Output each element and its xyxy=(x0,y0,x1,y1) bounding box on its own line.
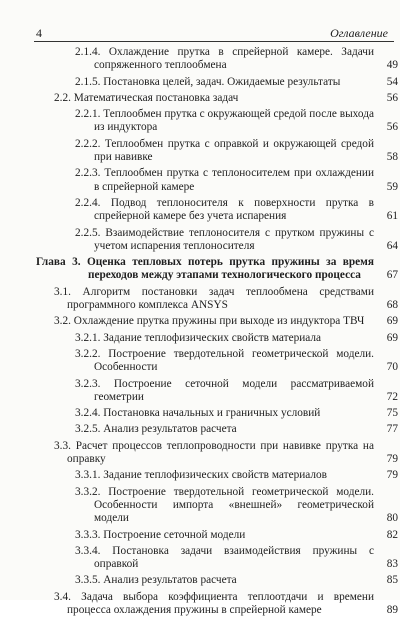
toc-entry-number: 2.2.3. xyxy=(75,167,101,180)
toc-entry-page: 58 xyxy=(386,151,398,164)
toc-entry-title: Теплообмен прутка с окружающей средой после выхода из индуктора xyxy=(94,108,374,134)
toc-entry-page: 82 xyxy=(386,528,398,541)
toc-entry-text xyxy=(75,332,321,344)
toc-entry-title: Оценка тепловых потерь прутка пружины за время переходов между этапами технологического процесса xyxy=(87,256,374,282)
toc-entry-text xyxy=(54,286,374,311)
toc-entry-text xyxy=(75,407,320,419)
toc-entry xyxy=(36,197,398,224)
toc-entry-number: 2.2. xyxy=(54,91,71,104)
toc-entry-page: 69 xyxy=(386,331,398,344)
toc-entry-page: 85 xyxy=(386,574,398,587)
toc-entry-title: Расчет процессов теплопроводности при навивке прутка на оправку xyxy=(67,439,374,466)
running-header xyxy=(0,0,400,44)
toc-entry-page: 83 xyxy=(386,558,398,571)
toc-entry-title: Построение сеточной модели xyxy=(103,528,246,541)
toc-entry-text xyxy=(75,486,374,525)
toc-entry-text xyxy=(75,46,374,71)
toc-entry-page: 69 xyxy=(386,315,398,328)
toc-entry-title: Задание теплофизических свойств материалов xyxy=(103,469,328,482)
toc-entry-page: 79 xyxy=(386,469,398,482)
toc-entry-page: 67 xyxy=(386,269,398,282)
toc-entry xyxy=(36,486,398,526)
toc-entry xyxy=(36,46,398,73)
toc-entry xyxy=(36,108,398,135)
toc-entry-text xyxy=(75,378,374,403)
toc-entry-number: 2.2.4. xyxy=(75,196,101,209)
toc-entry-page: 72 xyxy=(386,390,398,403)
toc-entry xyxy=(36,591,398,618)
toc-entry-number: 3.2.1. xyxy=(75,331,101,344)
toc-entry-number: Глава 3. xyxy=(36,256,81,269)
toc-entry-title: Задание теплофизических свойств материала xyxy=(103,331,322,344)
toc-entry xyxy=(36,256,398,283)
toc-entry-text xyxy=(75,76,340,88)
toc-entry-number: 3.3.1. xyxy=(75,469,101,482)
toc-entry xyxy=(36,286,398,313)
toc-entry-page: 49 xyxy=(386,59,398,72)
running-title: Оглавление xyxy=(330,26,388,40)
toc-entry-text xyxy=(75,423,237,435)
toc-entry-page: 89 xyxy=(386,603,398,616)
toc-entry-text xyxy=(54,591,374,616)
toc-entry-page: 56 xyxy=(386,91,398,104)
toc-entry-title: Теплообмен прутка с теплоносителем при охлаждении в спрейерной камере xyxy=(94,167,374,193)
toc-entry-title: Математическая постановка задач xyxy=(73,91,239,104)
toc-entry-number: 2.1.5. xyxy=(75,75,101,88)
toc-entry-title: Алгоритм постановки задач теплообмена средствами программного комплекса ANSYS xyxy=(67,285,374,312)
table-of-contents xyxy=(36,46,398,620)
toc-entry-page: 54 xyxy=(386,75,398,88)
toc-entry-number: 2.2.2. xyxy=(75,137,101,150)
toc-entry-number: 3.2.5. xyxy=(75,423,101,436)
toc-entry-page: 68 xyxy=(386,299,398,312)
toc-entry-text xyxy=(75,574,237,586)
toc-entry-title: Анализ результатов расчета xyxy=(103,423,237,436)
toc-entry xyxy=(36,348,398,375)
toc-entry-page: 80 xyxy=(386,512,398,525)
toc-entry xyxy=(36,332,398,345)
toc-entry xyxy=(36,76,398,89)
toc-entry-page: 64 xyxy=(386,239,398,252)
toc-entry-text xyxy=(75,529,245,541)
toc-entry-text xyxy=(75,197,374,222)
toc-entry-text xyxy=(75,138,374,163)
toc-entry-page: 56 xyxy=(386,121,398,134)
toc-entry-title: Постановка начальных и граничных условий xyxy=(103,407,321,420)
toc-entry-number: 2.1.4. xyxy=(75,46,101,58)
toc-entry-page: 59 xyxy=(386,180,398,193)
toc-entry-number: 3.2. xyxy=(54,315,71,328)
toc-entry-text xyxy=(75,227,374,252)
toc-entry xyxy=(36,423,398,436)
toc-entry xyxy=(36,529,398,542)
toc-entry-title: Постановка задачи взаимодействия пружины с оправкой xyxy=(94,544,374,571)
toc-entry xyxy=(36,167,398,194)
toc-entry xyxy=(36,440,398,467)
header-rule xyxy=(34,41,394,42)
toc-entry-number: 3.3.2. xyxy=(75,485,101,498)
toc-entry-number: 3.3. xyxy=(54,439,71,452)
toc-entry-text xyxy=(54,440,374,465)
toc-entry-title: Постановка целей, задач. Ожидаемые результаты xyxy=(103,75,341,88)
toc-entry-number: 3.2.3. xyxy=(75,377,101,390)
toc-entry-page: 75 xyxy=(386,407,398,420)
toc-entry xyxy=(36,545,398,572)
toc-entry-title: Задача выбора коэффициента теплоотдачи и времени процесса охлаждения пружины в спрейерной камере xyxy=(67,590,375,616)
toc-entry-page: 77 xyxy=(386,423,398,436)
toc-entry xyxy=(36,315,398,328)
toc-entry-text xyxy=(75,348,374,373)
toc-entry-title: Взаимодействие теплоносителя с прутком пружины с учетом испарения теплоносителя xyxy=(94,226,374,252)
toc-entry xyxy=(36,574,398,587)
toc-entry-number: 3.2.4. xyxy=(75,407,101,420)
toc-entry-page: 61 xyxy=(386,210,398,223)
toc-entry xyxy=(36,469,398,482)
toc-entry-text xyxy=(36,256,374,281)
toc-entry-text xyxy=(75,545,374,570)
toc-entry-number: 3.3.4. xyxy=(75,544,101,557)
toc-entry-number: 3.2.2. xyxy=(75,347,101,360)
toc-entry xyxy=(36,138,398,165)
toc-entry xyxy=(36,407,398,420)
toc-entry-text xyxy=(75,167,374,192)
toc-entry-title: Построение сеточной модели рассматриваемой геометрии xyxy=(94,377,374,403)
page-number: 4 xyxy=(36,26,42,40)
toc-entry-text xyxy=(75,108,374,133)
toc-entry-page: 79 xyxy=(386,453,398,466)
toc-entry-title: Теплообмен прутка с оправкой и окружающей средой при навивке xyxy=(94,137,375,164)
toc-entry-title: Построение твердотельной геометрической модели. Особенности xyxy=(94,347,374,374)
toc-entry-number: 3.1. xyxy=(54,285,71,298)
toc-entry-number: 3.3.3. xyxy=(75,528,101,541)
toc-entry-text xyxy=(75,469,327,481)
toc-entry-text xyxy=(54,315,364,327)
toc-entry-number: 3.3.5. xyxy=(75,574,101,587)
toc-entry-number: 2.2.5. xyxy=(75,226,101,239)
toc-entry-title: Анализ результатов расчета xyxy=(103,574,237,587)
toc-entry xyxy=(36,92,398,105)
toc-entry-number: 3.4. xyxy=(54,590,71,603)
toc-entry-page: 70 xyxy=(386,361,398,374)
toc-entry-number: 2.2.1. xyxy=(75,108,101,121)
toc-entry-title: Охлаждение прутка пружины при выходе из индуктора ТВЧ xyxy=(73,315,365,328)
toc-entry xyxy=(36,378,398,405)
toc-entry xyxy=(36,227,398,254)
toc-entry-title: Подвод теплоносителя к поверхности прутка в спрейерной камере без учета испарения xyxy=(94,196,375,223)
toc-entry-title: Построение твердотельной геометрической модели. Особенности импорта «внешней» геометрической модели xyxy=(94,485,374,525)
toc-entry-title: Охлаждение прутка в спрейерной камере. Задачи сопряженного теплообмена xyxy=(94,46,374,72)
toc-entry-text xyxy=(54,92,238,104)
